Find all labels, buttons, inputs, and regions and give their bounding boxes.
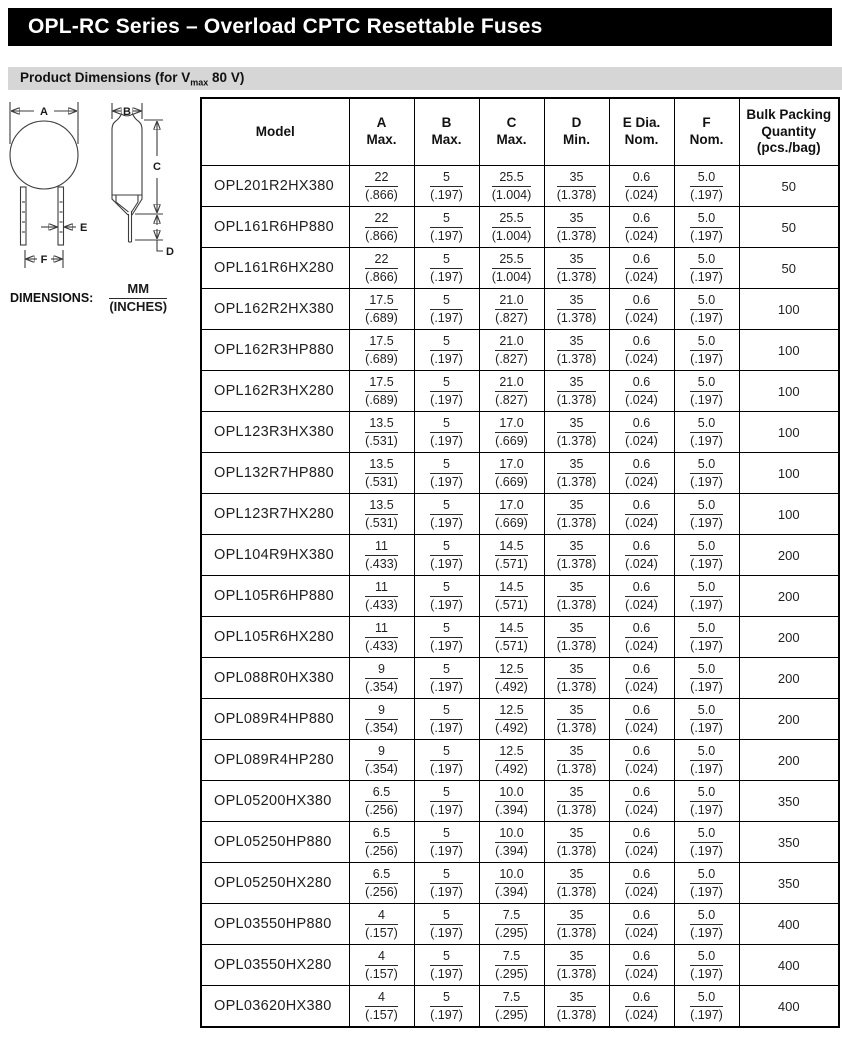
- dimension-cell-f: $\frac{5.0}{(.197)}$: [674, 412, 739, 453]
- bulk-quantity-cell: 50: [739, 248, 839, 289]
- header-a-max: A Max.: [349, 98, 414, 166]
- dimension-cell-f: $\frac{5.0}{(.197)}$: [674, 781, 739, 822]
- dimension-cell-f: $\frac{5.0}{(.197)}$: [674, 289, 739, 330]
- dimension-cell-c: $\frac{21.0}{(.827)}$: [479, 330, 544, 371]
- dimension-cell-d: $\frac{35}{(1.378)}$: [544, 904, 609, 945]
- dimension-cell-e: $\frac{0.6}{(.024)}$: [609, 453, 674, 494]
- bulk-quantity-cell: 350: [739, 822, 839, 863]
- dimension-cell-b: $\frac{5}{(.197)}$: [414, 986, 479, 1028]
- dimension-cell-b: $\frac{5}{(.197)}$: [414, 289, 479, 330]
- header-c-max: C Max.: [479, 98, 544, 166]
- table-row: [201, 207, 839, 248]
- header-model: Model: [201, 98, 349, 166]
- dim-label-d: D: [166, 246, 174, 258]
- dimension-cell-f: $\frac{5.0}{(.197)}$: [674, 986, 739, 1028]
- table-row: [201, 494, 839, 535]
- bulk-quantity-cell: 100: [739, 494, 839, 535]
- model-cell: OPL105R6HP880: [201, 576, 349, 617]
- bulk-quantity-cell: 350: [739, 863, 839, 904]
- dimension-cell-c: $\frac{12.5}{(.492)}$: [479, 699, 544, 740]
- dimension-cell-d: $\frac{35}{(1.378)}$: [544, 822, 609, 863]
- dimension-cell-c: $\frac{14.5}{(.571)}$: [479, 535, 544, 576]
- dimension-cell-c: $\frac{21.0}{(.827)}$: [479, 371, 544, 412]
- dimension-cell-a: $\frac{6.5}{(.256)}$: [349, 781, 414, 822]
- bulk-quantity-cell: 100: [739, 412, 839, 453]
- bulk-quantity-cell: 200: [739, 576, 839, 617]
- dimension-cell-e: $\frac{0.6}{(.024)}$: [609, 576, 674, 617]
- left-lead: [21, 187, 27, 245]
- bulk-quantity-cell: 200: [739, 658, 839, 699]
- dimension-cell-b: $\frac{5}{(.197)}$: [414, 658, 479, 699]
- dimension-cell-b: $\frac{5}{(.197)}$: [414, 699, 479, 740]
- dimension-cell-a: $\frac{11}{(.433)}$: [349, 617, 414, 658]
- product-dimensions-table: [200, 97, 840, 1028]
- dimension-cell-f: $\frac{5.0}{(.197)}$: [674, 904, 739, 945]
- section-header-bar: [8, 67, 842, 90]
- dimension-cell-d: $\frac{35}{(1.378)}$: [544, 699, 609, 740]
- header-b-max: B Max.: [414, 98, 479, 166]
- dimension-cell-c: $\frac{25.5}{(1.004)}$: [479, 166, 544, 207]
- dimension-cell-a: $\frac{17.5}{(.689)}$: [349, 371, 414, 412]
- dimension-cell-f: $\frac{5.0}{(.197)}$: [674, 617, 739, 658]
- model-cell: OPL162R3HP880: [201, 330, 349, 371]
- dimension-cell-a: $\frac{22}{(.866)}$: [349, 207, 414, 248]
- product-dimensions-diagram: [3, 98, 198, 276]
- model-cell: OPL089R4HP280: [201, 740, 349, 781]
- dimension-cell-b: $\frac{5}{(.197)}$: [414, 494, 479, 535]
- dimension-cell-c: $\frac{25.5}{(1.004)}$: [479, 248, 544, 289]
- bulk-quantity-cell: 200: [739, 699, 839, 740]
- dimension-cell-b: $\frac{5}{(.197)}$: [414, 453, 479, 494]
- table-row: [201, 617, 839, 658]
- dimension-cell-c: $\frac{7.5}{(.295)}$: [479, 945, 544, 986]
- dimension-cell-c: $\frac{14.5}{(.571)}$: [479, 617, 544, 658]
- dimension-cell-f: $\frac{5.0}{(.197)}$: [674, 699, 739, 740]
- dimension-cell-f: $\frac{5.0}{(.197)}$: [674, 822, 739, 863]
- dimension-cell-e: $\frac{0.6}{(.024)}$: [609, 166, 674, 207]
- model-cell: OPL201R2HX380: [201, 166, 349, 207]
- header-bulk-packing: Bulk Packing Quantity (pcs./bag): [739, 98, 839, 166]
- model-cell: OPL089R4HP880: [201, 699, 349, 740]
- table-row: [201, 453, 839, 494]
- dimension-cell-a: $\frac{13.5}{(.531)}$: [349, 453, 414, 494]
- model-cell: OPL162R3HX280: [201, 371, 349, 412]
- dimension-cell-d: $\frac{35}{(1.378)}$: [544, 453, 609, 494]
- dimension-cell-a: $\frac{17.5}{(.689)}$: [349, 330, 414, 371]
- header-e-dia-nom: E Dia. Nom.: [609, 98, 674, 166]
- dimension-cell-c: $\frac{7.5}{(.295)}$: [479, 986, 544, 1028]
- table-row: [201, 904, 839, 945]
- dimension-cell-e: $\frac{0.6}{(.024)}$: [609, 904, 674, 945]
- dimension-cell-b: $\frac{5}{(.197)}$: [414, 371, 479, 412]
- dimension-cell-b: $\frac{5}{(.197)}$: [414, 617, 479, 658]
- section-title: Product Dimensions (for $V_{max}$ 80 V): [20, 69, 245, 88]
- dimension-cell-f: $\frac{5.0}{(.197)}$: [674, 945, 739, 986]
- dimension-cell-f: $\frac{5.0}{(.197)}$: [674, 371, 739, 412]
- bulk-quantity-cell: 200: [739, 535, 839, 576]
- dimension-cell-e: $\frac{0.6}{(.024)}$: [609, 617, 674, 658]
- dimensions-units-note: [10, 282, 167, 315]
- dimension-cell-e: $\frac{0.6}{(.024)}$: [609, 494, 674, 535]
- front-view-figure: [10, 102, 87, 268]
- dimension-cell-a: $\frac{9}{(.354)}$: [349, 699, 414, 740]
- model-cell: OPL03620HX380: [201, 986, 349, 1028]
- dimension-cell-f: $\frac{5.0}{(.197)}$: [674, 740, 739, 781]
- bulk-quantity-cell: 350: [739, 781, 839, 822]
- dim-label-b: B: [123, 106, 131, 118]
- model-cell: OPL123R7HX280: [201, 494, 349, 535]
- model-cell: OPL03550HX280: [201, 945, 349, 986]
- dimension-cell-b: $\frac{5}{(.197)}$: [414, 904, 479, 945]
- bulk-quantity-cell: 100: [739, 371, 839, 412]
- dimension-cell-f: $\frac{5.0}{(.197)}$: [674, 576, 739, 617]
- dimension-cell-c: $\frac{14.5}{(.571)}$: [479, 576, 544, 617]
- dimension-cell-f: $\frac{5.0}{(.197)}$: [674, 494, 739, 535]
- model-cell: OPL05200HX380: [201, 781, 349, 822]
- dimension-cell-d: $\frac{35}{(1.378)}$: [544, 248, 609, 289]
- units-fraction: [109, 282, 167, 315]
- table-row: [201, 740, 839, 781]
- right-lead: [58, 187, 64, 245]
- dimension-cell-f: $\frac{5.0}{(.197)}$: [674, 166, 739, 207]
- dimension-cell-c: $\frac{17.0}{(.669)}$: [479, 453, 544, 494]
- dimension-cell-a: $\frac{17.5}{(.689)}$: [349, 289, 414, 330]
- model-cell: OPL05250HP880: [201, 822, 349, 863]
- bulk-quantity-cell: 200: [739, 740, 839, 781]
- dimension-cell-c: $\frac{10.0}{(.394)}$: [479, 781, 544, 822]
- model-cell: OPL161R6HP880: [201, 207, 349, 248]
- page-title-bar: [8, 8, 832, 46]
- model-cell: OPL132R7HP880: [201, 453, 349, 494]
- bulk-quantity-cell: 50: [739, 207, 839, 248]
- dimension-cell-d: $\frac{35}{(1.378)}$: [544, 494, 609, 535]
- table-row: [201, 822, 839, 863]
- dimension-cell-d: $\frac{35}{(1.378)}$: [544, 986, 609, 1028]
- model-cell: OPL05250HX280: [201, 863, 349, 904]
- table-row: [201, 986, 839, 1028]
- dimension-cell-a: $\frac{11}{(.433)}$: [349, 576, 414, 617]
- dimension-cell-f: $\frac{5.0}{(.197)}$: [674, 658, 739, 699]
- dimension-cell-c: $\frac{17.0}{(.669)}$: [479, 412, 544, 453]
- dimension-cell-b: $\frac{5}{(.197)}$: [414, 207, 479, 248]
- bulk-quantity-cell: 400: [739, 986, 839, 1028]
- dimension-cell-b: $\frac{5}{(.197)}$: [414, 740, 479, 781]
- table-row: [201, 535, 839, 576]
- table-row: [201, 248, 839, 289]
- dimension-cell-d: $\frac{35}{(1.378)}$: [544, 535, 609, 576]
- dimension-cell-a: $\frac{22}{(.866)}$: [349, 248, 414, 289]
- side-view-figure: [112, 103, 174, 258]
- bulk-quantity-cell: 400: [739, 945, 839, 986]
- table-row: [201, 412, 839, 453]
- dim-label-a: A: [40, 106, 48, 118]
- dimension-cell-a: $\frac{4}{(.157)}$: [349, 945, 414, 986]
- dim-label-e: E: [80, 222, 88, 234]
- header-f-nom: F Nom.: [674, 98, 739, 166]
- dimension-cell-d: $\frac{35}{(1.378)}$: [544, 740, 609, 781]
- dimension-cell-d: $\frac{35}{(1.378)}$: [544, 412, 609, 453]
- dimension-cell-a: $\frac{6.5}{(.256)}$: [349, 863, 414, 904]
- dimension-cell-b: $\frac{5}{(.197)}$: [414, 781, 479, 822]
- model-cell: OPL03550HP880: [201, 904, 349, 945]
- dimension-cell-b: $\frac{5}{(.197)}$: [414, 535, 479, 576]
- dimension-cell-d: $\frac{35}{(1.378)}$: [544, 289, 609, 330]
- dimension-cell-c: $\frac{10.0}{(.394)}$: [479, 822, 544, 863]
- dimension-cell-a: $\frac{9}{(.354)}$: [349, 740, 414, 781]
- model-cell: OPL123R3HX380: [201, 412, 349, 453]
- dimension-cell-e: $\frac{0.6}{(.024)}$: [609, 699, 674, 740]
- dimension-cell-c: $\frac{21.0}{(.827)}$: [479, 289, 544, 330]
- bulk-quantity-cell: 50: [739, 166, 839, 207]
- dimension-cell-b: $\frac{5}{(.197)}$: [414, 412, 479, 453]
- dimension-cell-a: $\frac{13.5}{(.531)}$: [349, 494, 414, 535]
- dimension-cell-d: $\frac{35}{(1.378)}$: [544, 576, 609, 617]
- bulk-quantity-cell: 400: [739, 904, 839, 945]
- bulk-quantity-cell: 200: [739, 617, 839, 658]
- dimension-cell-e: $\frac{0.6}{(.024)}$: [609, 945, 674, 986]
- dimensions-label: DIMENSIONS:: [10, 291, 94, 306]
- model-cell: OPL162R2HX380: [201, 289, 349, 330]
- dimension-cell-d: $\frac{35}{(1.378)}$: [544, 945, 609, 986]
- dimension-cell-c: $\frac{25.5}{(1.004)}$: [479, 207, 544, 248]
- dim-label-c: C: [153, 161, 161, 173]
- model-cell: OPL088R0HX380: [201, 658, 349, 699]
- disc-body: [10, 121, 78, 189]
- dimension-cell-b: $\frac{5}{(.197)}$: [414, 576, 479, 617]
- dimension-cell-c: $\frac{12.5}{(.492)}$: [479, 658, 544, 699]
- header-d-min: D Min.: [544, 98, 609, 166]
- dimension-cell-c: $\frac{7.5}{(.295)}$: [479, 904, 544, 945]
- bulk-quantity-cell: 100: [739, 453, 839, 494]
- table-row: [201, 781, 839, 822]
- dimension-cell-a: $\frac{22}{(.866)}$: [349, 166, 414, 207]
- table-row: [201, 863, 839, 904]
- dimension-cell-d: $\frac{35}{(1.378)}$: [544, 166, 609, 207]
- dimension-cell-f: $\frac{5.0}{(.197)}$: [674, 330, 739, 371]
- table-row: [201, 330, 839, 371]
- dimension-cell-e: $\frac{0.6}{(.024)}$: [609, 248, 674, 289]
- dimension-cell-e: $\frac{0.6}{(.024)}$: [609, 986, 674, 1028]
- model-cell: OPL104R9HX380: [201, 535, 349, 576]
- dimension-cell-a: $\frac{13.5}{(.531)}$: [349, 412, 414, 453]
- side-body: [112, 114, 142, 195]
- dimension-cell-f: $\frac{5.0}{(.197)}$: [674, 453, 739, 494]
- dimension-cell-f: $\frac{5.0}{(.197)}$: [674, 535, 739, 576]
- dimension-cell-d: $\frac{35}{(1.378)}$: [544, 863, 609, 904]
- model-cell: OPL105R6HX280: [201, 617, 349, 658]
- table-row: [201, 166, 839, 207]
- dimension-cell-a: $\frac{4}{(.157)}$: [349, 986, 414, 1028]
- dimension-cell-e: $\frac{0.6}{(.024)}$: [609, 740, 674, 781]
- dimension-cell-a: $\frac{6.5}{(.256)}$: [349, 822, 414, 863]
- model-cell: OPL161R6HX280: [201, 248, 349, 289]
- table-row: [201, 289, 839, 330]
- dimension-cell-b: $\frac{5}{(.197)}$: [414, 166, 479, 207]
- table-body: [201, 166, 839, 1028]
- dimension-cell-b: $\frac{5}{(.197)}$: [414, 945, 479, 986]
- dimension-cell-d: $\frac{35}{(1.378)}$: [544, 330, 609, 371]
- dimension-cell-b: $\frac{5}{(.197)}$: [414, 330, 479, 371]
- table-row: [201, 945, 839, 986]
- dimension-cell-e: $\frac{0.6}{(.024)}$: [609, 863, 674, 904]
- dimension-cell-c: $\frac{12.5}{(.492)}$: [479, 740, 544, 781]
- dimension-cell-e: $\frac{0.6}{(.024)}$: [609, 289, 674, 330]
- table-row: [201, 658, 839, 699]
- dimension-cell-d: $\frac{35}{(1.378)}$: [544, 781, 609, 822]
- dimension-cell-a: $\frac{11}{(.433)}$: [349, 535, 414, 576]
- table-row: [201, 371, 839, 412]
- dimension-cell-d: $\frac{35}{(1.378)}$: [544, 658, 609, 699]
- dimension-cell-c: $\frac{17.0}{(.669)}$: [479, 494, 544, 535]
- dimension-cell-b: $\frac{5}{(.197)}$: [414, 822, 479, 863]
- dimension-cell-f: $\frac{5.0}{(.197)}$: [674, 248, 739, 289]
- table-row: [201, 576, 839, 617]
- units-mm: MM: [109, 282, 167, 299]
- page-title: OPL-RC Series – Overload CPTC Resettable Fuses: [28, 15, 543, 38]
- dimension-cell-e: $\frac{0.6}{(.024)}$: [609, 207, 674, 248]
- dim-label-f: F: [40, 254, 48, 266]
- dimension-cell-e: $\frac{0.6}{(.024)}$: [609, 330, 674, 371]
- dimension-cell-b: $\frac{5}{(.197)}$: [414, 863, 479, 904]
- dimension-cell-d: $\frac{35}{(1.378)}$: [544, 617, 609, 658]
- dimension-cell-e: $\frac{0.6}{(.024)}$: [609, 535, 674, 576]
- dimension-cell-b: $\frac{5}{(.197)}$: [414, 248, 479, 289]
- dimension-cell-d: $\frac{35}{(1.378)}$: [544, 207, 609, 248]
- table-row: [201, 699, 839, 740]
- dimension-cell-e: $\frac{0.6}{(.024)}$: [609, 822, 674, 863]
- dimension-cell-f: $\frac{5.0}{(.197)}$: [674, 207, 739, 248]
- dimension-cell-e: $\frac{0.6}{(.024)}$: [609, 412, 674, 453]
- dimension-cell-f: $\frac{5.0}{(.197)}$: [674, 863, 739, 904]
- dimension-cell-e: $\frac{0.6}{(.024)}$: [609, 658, 674, 699]
- dimension-cell-c: $\frac{10.0}{(.394)}$: [479, 863, 544, 904]
- table-header-row: [201, 98, 839, 166]
- dimension-cell-a: $\frac{9}{(.354)}$: [349, 658, 414, 699]
- units-inches: (INCHES): [109, 298, 168, 314]
- dimension-cell-e: $\frac{0.6}{(.024)}$: [609, 371, 674, 412]
- dimension-cell-d: $\frac{35}{(1.378)}$: [544, 371, 609, 412]
- dimension-cell-e: $\frac{0.6}{(.024)}$: [609, 781, 674, 822]
- bulk-quantity-cell: 100: [739, 330, 839, 371]
- bulk-quantity-cell: 100: [739, 289, 839, 330]
- dimension-cell-a: $\frac{4}{(.157)}$: [349, 904, 414, 945]
